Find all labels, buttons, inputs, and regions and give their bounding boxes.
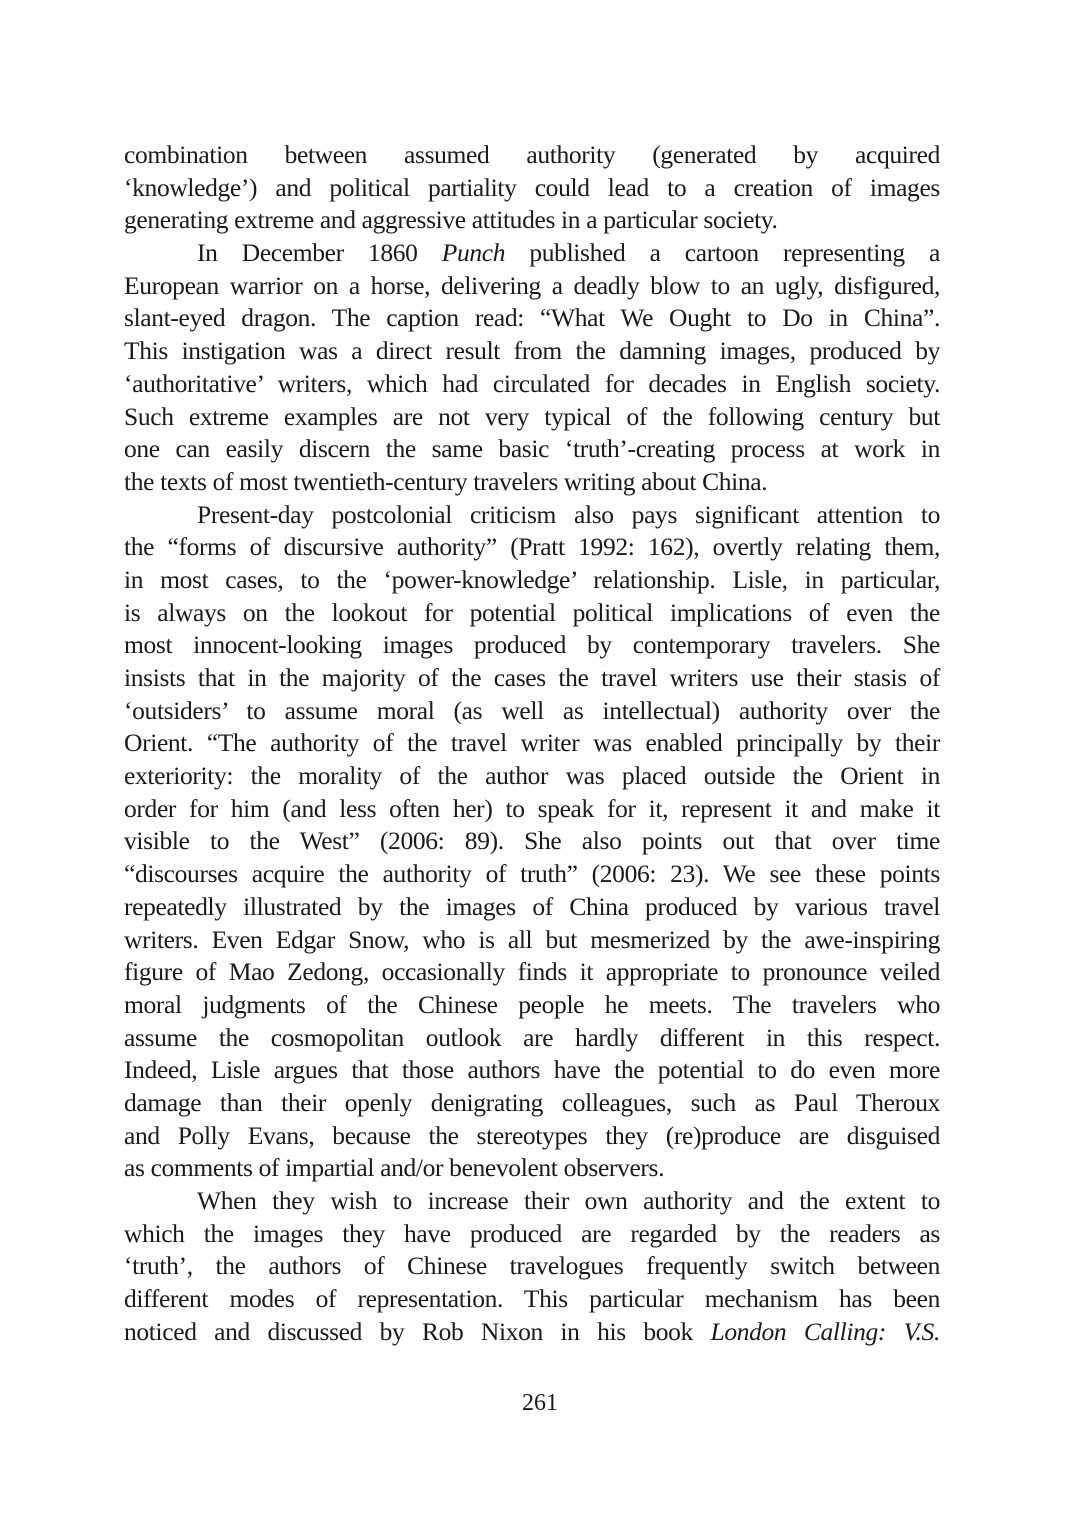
- text-segment: combination between assumed authority (generated by acquired: [124, 140, 940, 169]
- text-line: [124, 531, 940, 564]
- text-line: [124, 335, 940, 368]
- text-line: [124, 401, 940, 434]
- text-segment: Indeed, Lisle argues that those authors have the potential to do even more: [124, 1055, 940, 1085]
- text-segment: noticed and discussed by Rob Nixon in his book: [124, 1316, 711, 1346]
- text-segment: Present-day postcolonial criticism also pays significant attention to: [197, 499, 940, 529]
- text-segment: When they wish to increase their own authority and the extent to: [197, 1186, 940, 1215]
- text-segment: “discourses acquire the authority of truth” (2006: 23). We see these points: [124, 859, 940, 889]
- text-line: [124, 924, 940, 957]
- text-segment: ‘truth’, the authors of Chinese travelogues frequently switch between: [124, 1251, 940, 1281]
- text-line: [124, 629, 940, 662]
- page-number: 261: [522, 1390, 558, 1416]
- text-line: [124, 1250, 940, 1283]
- page-body: [124, 139, 940, 1348]
- text-segment: repeatedly illustrated by the images of China produced by various travel: [124, 891, 940, 921]
- text-segment: assume the cosmopolitan outlook are hardly different in this respect.: [124, 1022, 940, 1052]
- text-segment: writers. Even Edgar Snow, who is all but mesmerized by the awe-inspiring: [124, 924, 940, 954]
- text-segment: published a cartoon representing a: [505, 238, 941, 268]
- paragraph: [124, 1185, 940, 1348]
- italic-text: Punch: [441, 238, 506, 268]
- text-segment: ‘knowledge’) and political partiality could lead to a creation of images: [124, 172, 940, 202]
- text-segment: moral judgments of the Chinese people he meets. The travelers who: [124, 989, 940, 1019]
- text-line: [124, 662, 940, 695]
- text-line: [124, 825, 940, 858]
- text-line: [124, 858, 940, 891]
- text-line: [124, 1185, 940, 1218]
- text-line: [124, 760, 940, 793]
- text-line: [124, 597, 940, 630]
- text-line: [124, 172, 940, 205]
- text-line: [124, 1283, 940, 1316]
- text-line: [124, 989, 940, 1022]
- text-segment: in most cases, to the ‘power-knowledge’ relationship. Lisle, in particular,: [124, 564, 940, 594]
- text-segment: European warrior on a horse, delivering a deadly blow to an ugly, disfigured,: [124, 270, 940, 300]
- text-segment: as comments of impartial and/or benevolent observers.: [124, 1153, 665, 1183]
- text-segment: which the images they have produced are regarded by the readers as: [124, 1218, 940, 1248]
- text-line: [124, 1120, 940, 1153]
- text-line: [124, 793, 940, 826]
- text-line: [124, 1152, 940, 1185]
- text-line: [124, 270, 940, 303]
- text-segment: the texts of most twentieth-century travelers writing about China.: [124, 466, 768, 496]
- text-line: [124, 237, 940, 270]
- text-segment: insists that in the majority of the cases the travel writers use their stasis of: [124, 663, 940, 692]
- text-segment: exteriority: the morality of the author was placed outside the Orient in: [124, 761, 940, 791]
- text-line: [124, 466, 940, 499]
- text-line: [124, 302, 940, 335]
- text-line: [124, 204, 940, 237]
- text-segment: order for him (and less often her) to speak for it, represent it and make it: [124, 793, 940, 823]
- text-line: [124, 1022, 940, 1055]
- text-segment: ‘outsiders’ to assume moral (as well as intellectual) authority over the: [124, 695, 940, 725]
- text-segment: generating extreme and aggressive attitudes in a particular society.: [124, 205, 778, 235]
- text-segment: visible to the West” (2006: 89). She also points out that over time: [124, 826, 940, 856]
- text-line: [124, 695, 940, 728]
- text-segment: one can easily discern the same basic ‘truth’-creating process at work in: [124, 434, 940, 464]
- text-segment: slant-eyed dragon. The caption read: “What We Ought to Do in China”.: [124, 303, 940, 333]
- paragraph: [124, 499, 940, 1185]
- text-line: [124, 891, 940, 924]
- text-line: [124, 956, 940, 989]
- text-segment: different modes of representation. This particular mechanism has been: [124, 1284, 940, 1314]
- text-segment: damage than their openly denigrating colleagues, such as Paul Theroux: [124, 1087, 940, 1117]
- italic-text: London Calling: V.S.: [710, 1316, 940, 1346]
- text-segment: In December 1860: [197, 238, 442, 268]
- text-segment: Such extreme examples are not very typical of the following century but: [124, 401, 940, 431]
- text-line: [124, 1054, 940, 1087]
- text-segment: the “forms of discursive authority” (Pratt 1992: 162), overtly relating them,: [124, 532, 940, 562]
- text-segment: Orient. “The authority of the travel writer was enabled principally by their: [124, 728, 940, 758]
- text-segment: most innocent-looking images produced by contemporary travelers. She: [124, 630, 940, 660]
- text-line: [124, 433, 940, 466]
- text-line: [124, 499, 940, 532]
- text-line: [124, 1218, 940, 1251]
- text-segment: is always on the lookout for potential political implications of even the: [124, 597, 940, 627]
- text-segment: and Polly Evans, because the stereotypes they (re)produce are disguised: [124, 1120, 940, 1150]
- paragraph: [124, 237, 940, 499]
- text-line: [124, 1087, 940, 1120]
- text-line: [124, 1316, 940, 1349]
- text-line: [124, 139, 940, 172]
- text-line: [124, 368, 940, 401]
- paragraph: [124, 139, 940, 237]
- text-segment: figure of Mao Zedong, occasionally finds it appropriate to pronounce veiled: [124, 957, 940, 987]
- text-segment: ‘authoritative’ writers, which had circulated for decades in English society.: [124, 368, 940, 398]
- text-line: [124, 564, 940, 597]
- text-segment: This instigation was a direct result from the damning images, produced by: [124, 336, 940, 366]
- text-line: [124, 727, 940, 760]
